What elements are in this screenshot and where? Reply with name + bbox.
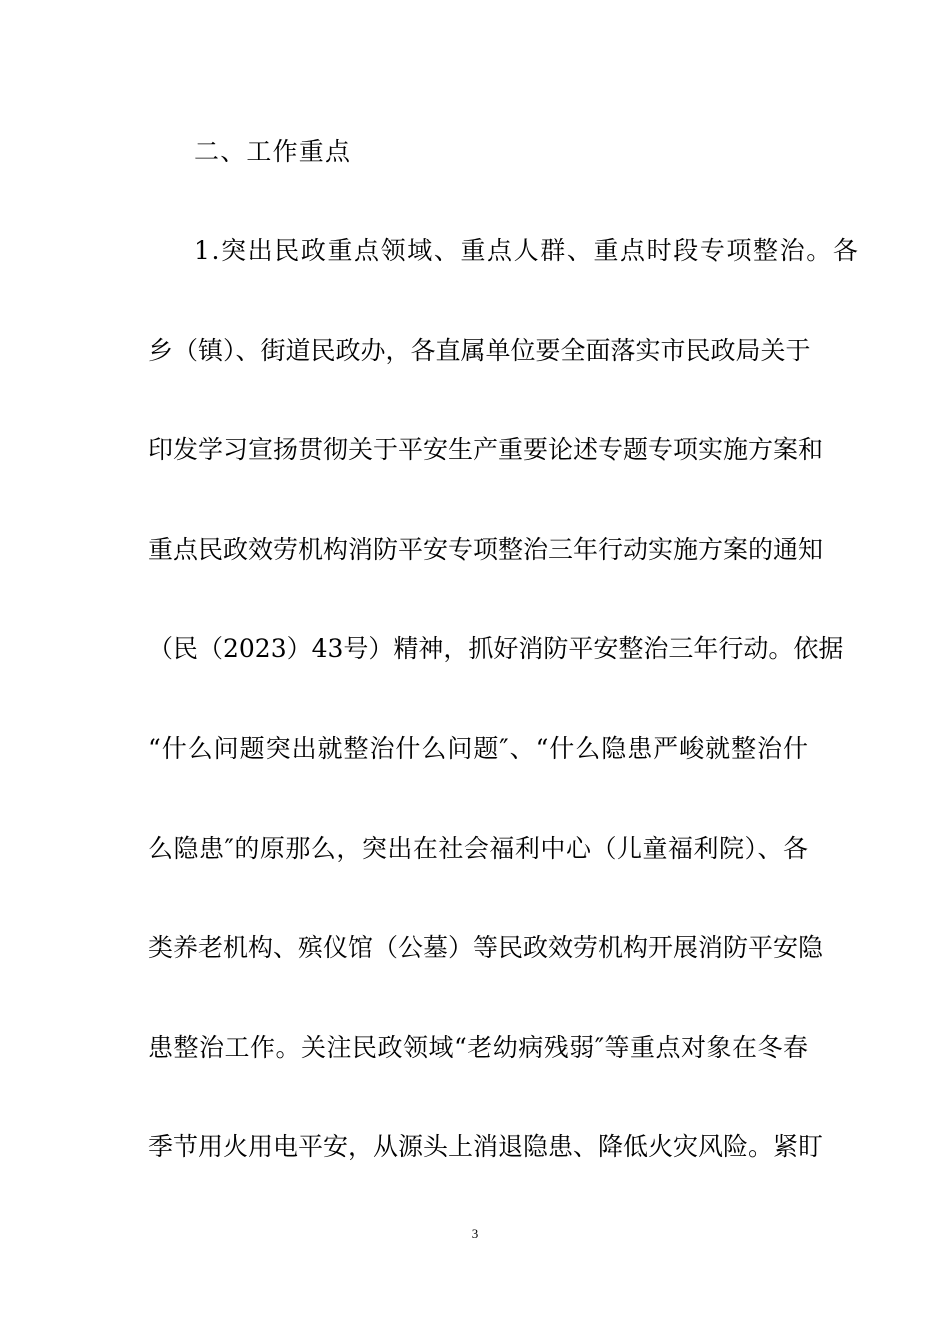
- paragraph-line-10: 季节用火用电平安，从源头上消退隐患、降低火灾风险。紧盯: [148, 1132, 824, 1161]
- page-number: 3: [471, 1226, 479, 1241]
- paragraph-line-4: 重点民政效劳机构消防平安专项整治三年行动实施方案的通知: [148, 535, 824, 564]
- paragraph-line-9: 患整治工作。关注民政领域“老幼病残弱″等重点对象在冬春: [148, 1033, 808, 1062]
- paragraph-line-2: 乡（镇）、街道民政办，各直属单位要全面落实市民政局关于: [148, 336, 811, 365]
- paragraph-line-5: （民（2023）43号）精神，抓好消防平安整治三年行动。依据: [148, 634, 844, 663]
- paragraph-line-6: “什么问题突出就整治什么问题″、“什么隐患严峻就整治什: [148, 734, 808, 763]
- paragraph-line-3: 印发学习宣扬贯彻关于平安生产重要论述专题专项实施方案和: [148, 435, 824, 464]
- paragraph-line-8: 类养老机构、殡仪馆（公墓）等民政效劳机构开展消防平安隐: [148, 933, 824, 962]
- paragraph-line-7: 么隐患″的原那么，突出在社会福利中心（儿童福利院）、各: [148, 834, 808, 863]
- paragraph-line-1: 1.突出民政重点领域、重点人群、重点时段专项整治。各: [194, 236, 860, 265]
- section-heading: 二、工作重点: [194, 137, 352, 166]
